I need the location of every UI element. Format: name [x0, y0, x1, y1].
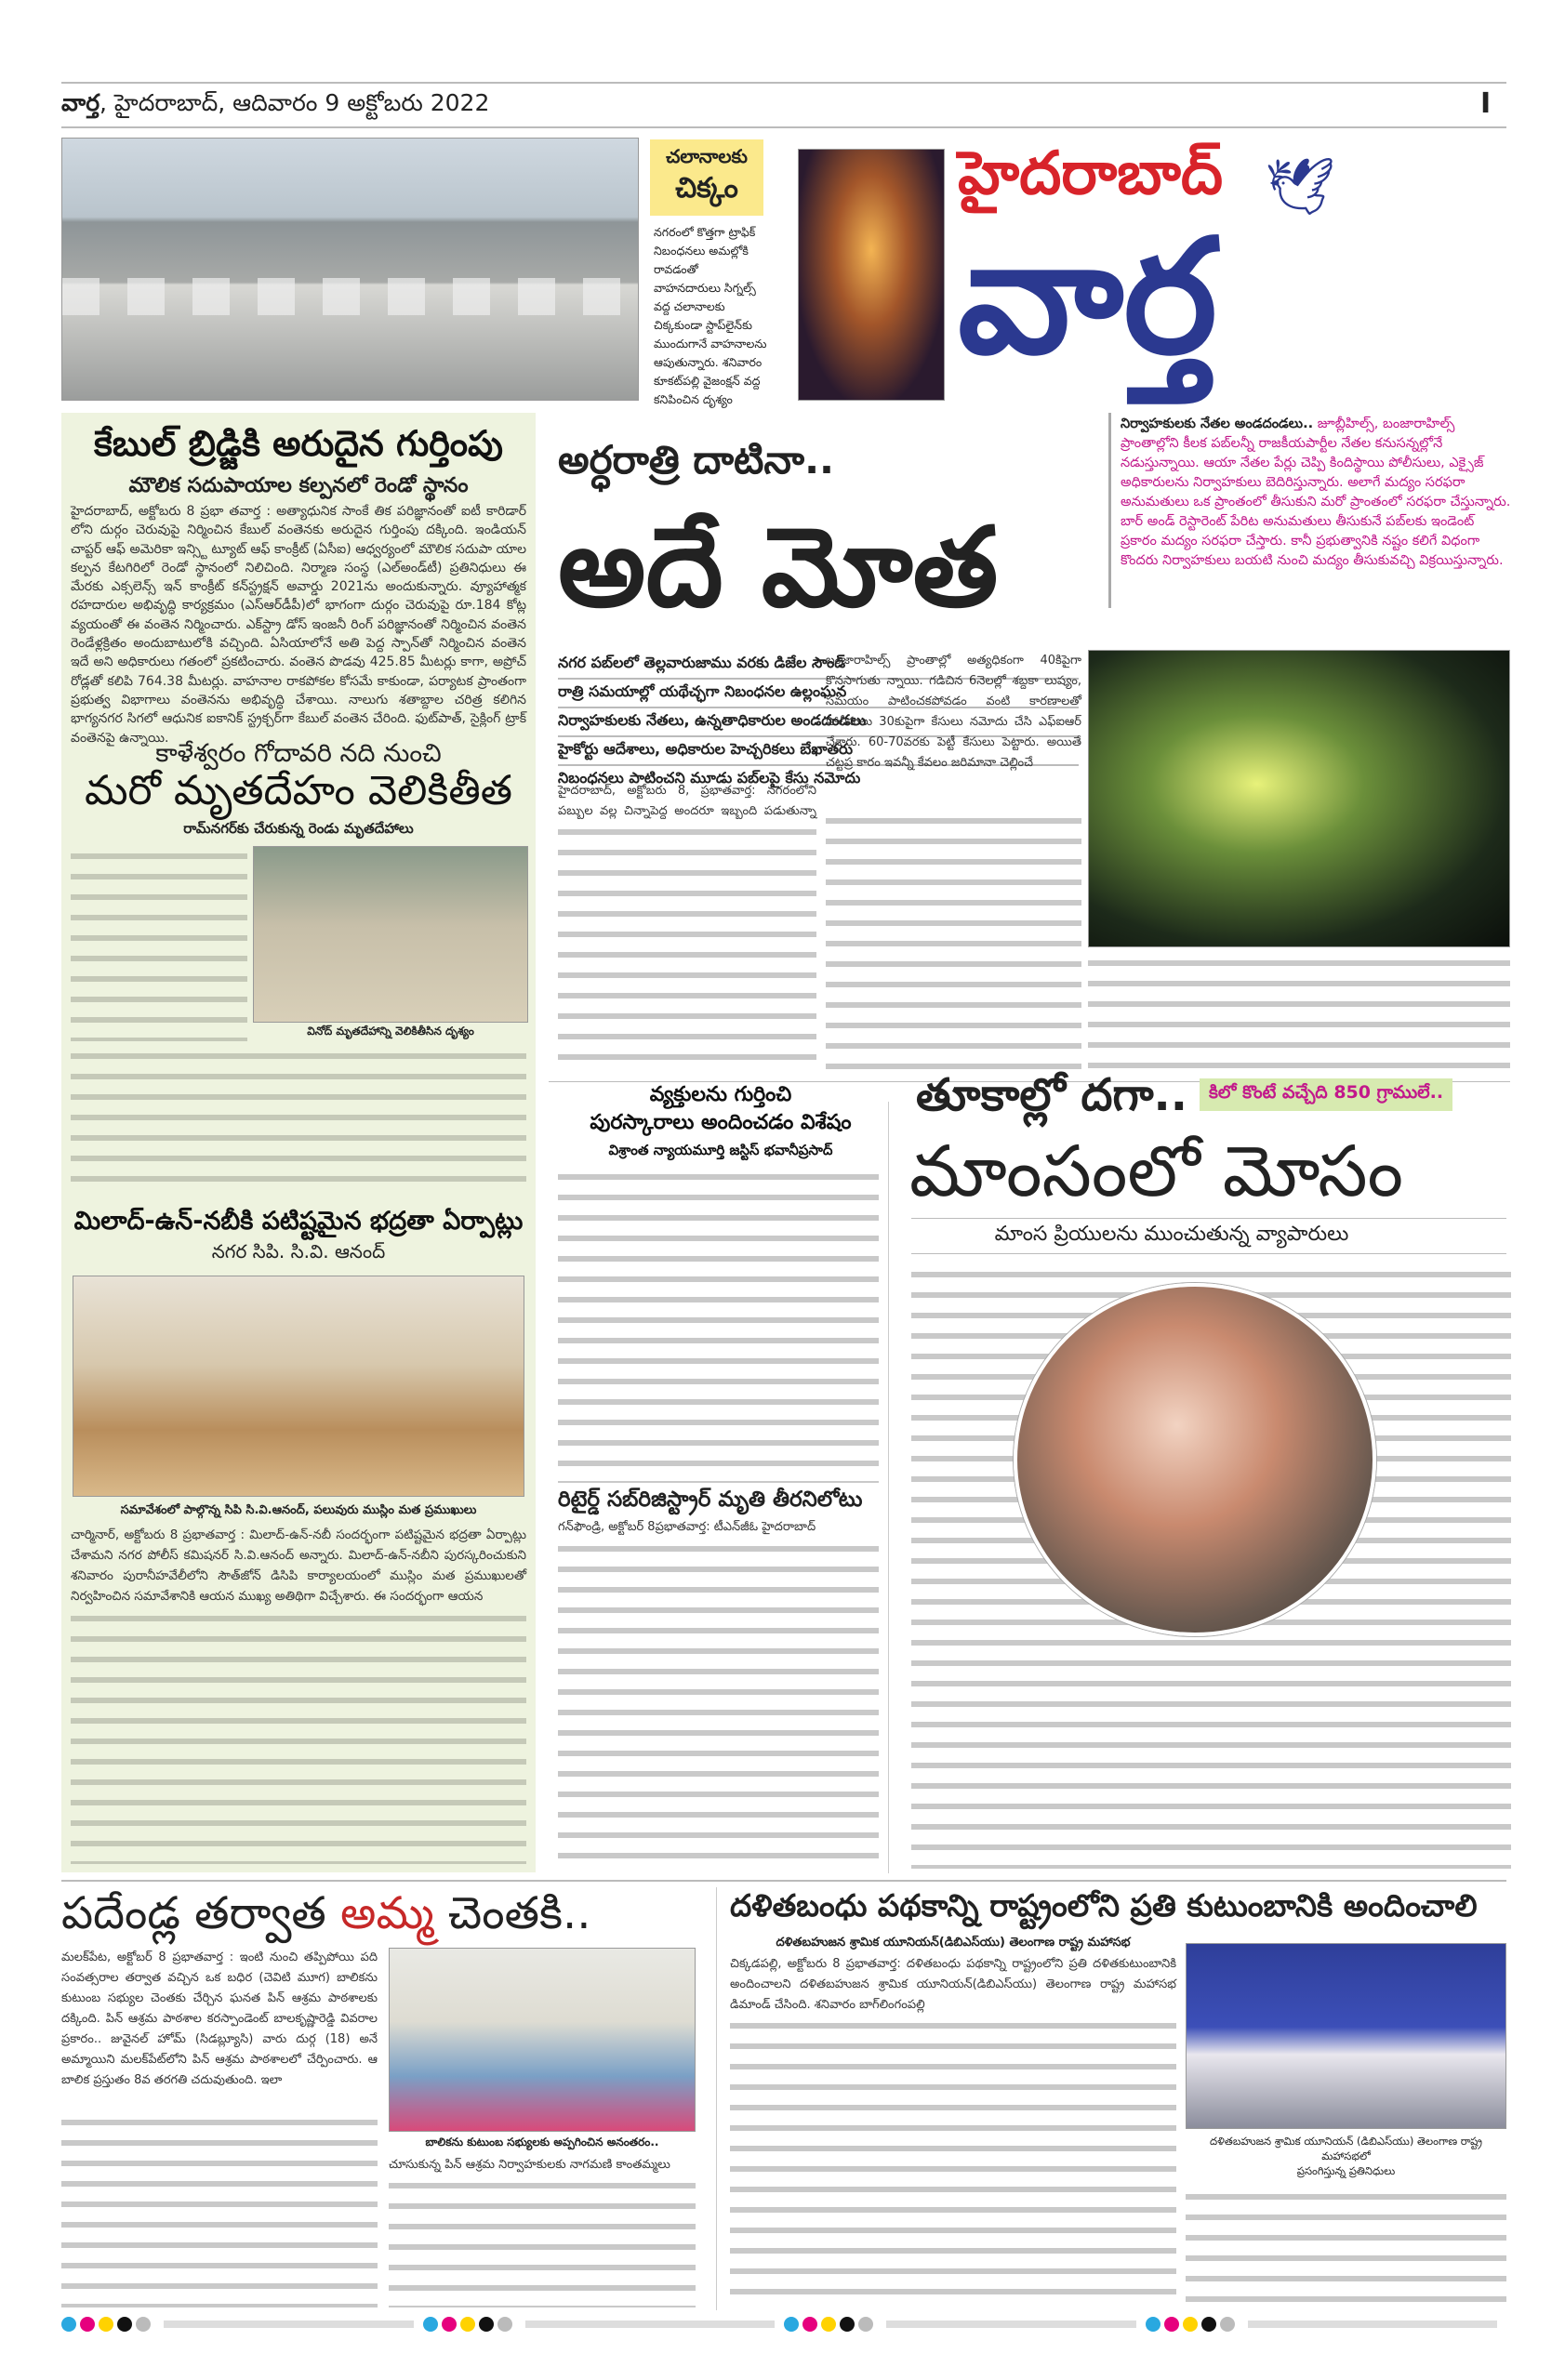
milad-headline: మిలాద్-ఉన్-నబీకి పటిష్టమైన భద్రతా ఏర్పాట్లు	[73, 1207, 524, 1236]
ashram-body-2: చూసుకున్న పిన్ ఆశ్రమ నిర్వాహకులకు నాగమణి కాంతమ్మలు	[389, 2158, 670, 2172]
pubs-sidebar-lead: నిర్వాహకులకు నేతల అండదండలు..	[1121, 416, 1314, 431]
dateline-paper: వార్త	[61, 89, 100, 116]
bottom-rule	[61, 1880, 1506, 1882]
color-dot	[117, 2317, 132, 2332]
pubs-bullet: నగర పబ్‌లలో తెల్లవారుజాము వరకు డిజేల సౌండ్	[558, 651, 1079, 680]
meat-shop-photo	[1014, 1283, 1376, 1636]
milad-body: చార్మినార్, అక్టోబరు 8 ప్రభాతవార్త : మిలాద్-ఉన్-నబీ సందర్భంగా పటిష్టమైన భద్రతా ఏర్పాట్లు చేశామని నగర పోలీస్ కమిషనర్ సి.వి.ఆనంద్ అన్నారు. మిలాద్-ఉన్-నబీని పురస్కరించుకుని శనివారం పురానీహవేలీలోని సౌత్‌జోన్ డిసిపి కార్యాలయంలో ముస్లిం మత ప్రముఖులతో నిర్వహించిన సమావేశానికి ఆయన ముఖ్య అతిథిగా విచ్చేశారు. ఈ సందర్భంగా ఆయన	[71, 1527, 526, 1604]
ashram-headline-b: అమ్మ	[340, 1887, 434, 1939]
dalit-caption	[1186, 2134, 1506, 2178]
awards-headline-1: వ్యక్తులను గుర్తించి	[649, 1083, 792, 1106]
kaleshwaram-headline: మరో మృతదేహం వెలికితీత	[84, 767, 512, 814]
gray-strip	[525, 2320, 776, 2328]
kaleshwaram-body	[71, 846, 247, 1041]
dalit-body-rest	[730, 2016, 1176, 2307]
masthead-name: వార్త	[958, 205, 1217, 390]
col-divider	[888, 1102, 889, 1873]
ashram-body-rest	[61, 2112, 378, 2307]
color-dot	[497, 2317, 512, 2332]
ashram-body-2-rest	[389, 2175, 696, 2307]
retired-headline: రిటైర్డ్ సబ్‌రిజిస్ట్రార్ మృతి తీరనిలోటు	[558, 1488, 863, 1512]
kaleshwaram-kicker: కాళేశ్వరం గోదావరి నది నుంచి	[155, 739, 442, 768]
gray-strip	[1248, 2320, 1498, 2328]
dateline	[61, 89, 489, 123]
charminar-photo	[798, 149, 945, 401]
color-dot	[442, 2317, 457, 2332]
ashram-headline-a: పదేండ్ల తర్వాత	[61, 1887, 326, 1939]
meat-tag: కిలో కొంటే వచ్చేది 850 గ్రాములే..	[1200, 1078, 1452, 1111]
color-dot	[80, 2317, 95, 2332]
color-dot	[821, 2317, 836, 2332]
color-registration-bar	[61, 2315, 1506, 2334]
meat-kicker: తూకాల్లో దగా..	[916, 1069, 1188, 1121]
bottom-col-divider	[716, 1887, 717, 2310]
gray-strip	[886, 2320, 1136, 2328]
milad-caption: సమావేశంలో పాల్గొన్న సిపి సి.వి.ఆనంద్, పలువురు ముస్లిం మత ప్రముఖులు	[120, 1503, 477, 1517]
cable-subhead: మౌలిక సదుపాయాల కల్పనలో రెండో స్థానం	[128, 474, 469, 497]
color-dot	[61, 2317, 76, 2332]
color-dot	[460, 2317, 475, 2332]
color-dot	[1164, 2317, 1179, 2332]
dalit-subhead: దళితబహుజన శ్రామిక యూనియన్(డిబిఎస్‌యు) తెలంగాణ రాష్ట్ర మహాసభ	[776, 1936, 1131, 1950]
pubs-bullet: నిర్వాహకులకు నేతలు, ఉన్నతాధికారుల అండదండలు	[558, 708, 1079, 737]
traffic-caption: నగరంలో కొత్తగా ట్రాఫిక్ నిబంధనలు అమల్లోకి రావడంతో వాహనదారులు సిగ్నల్స్ వద్ద చలానాలకు చిక్కకుండా స్టాప్‌లైన్‌కు ముందుగానే వాహనాలను ఆపుతున్నారు. శనివారం కూకట్‌పల్లి వైజంక్షన్ వద్ద కనిపించిన దృశ్యం	[654, 225, 767, 406]
pubs-bullet: హైకోర్టు ఆదేశాలు, అధికారుల హెచ్చరికలు బేఖాతరు	[558, 737, 1079, 766]
page-marker: I	[1480, 87, 1492, 120]
awards-headline-2: పురస్కారాలు అందించడం విశేషం	[590, 1111, 852, 1134]
pubs-headline: అదే మోత	[558, 503, 999, 631]
color-dot	[1220, 2317, 1235, 2332]
traffic-photo	[61, 138, 639, 401]
color-dot	[858, 2317, 873, 2332]
milad-photo	[73, 1276, 524, 1497]
pub-dj-photo	[1088, 650, 1510, 947]
dalit-body: చిక్కడపల్లి, అక్టోబరు 8 ప్రభాతవార్త: దళితబంధు పథకాన్ని రాష్ట్రంలోని ప్రతి దళితకుటుంబానికి అందించాలని దళితబహుజన శ్రామిక యూనియన్(డిబిఎస్‌యు) తెలంగాణ రాష్ట్ర మహాసభ డిమాండ్ చేసింది. శనివారం బాగ్‌లింగంపల్లి	[730, 1957, 1176, 2012]
dalit-body-2	[1186, 2187, 1506, 2307]
dalit-caption-1: దళితబహుజన శ్రామిక యూనియన్ (డిబిఎస్‌యు) తెలంగాణ రాష్ట్ర మహాసభలో	[1209, 2135, 1483, 2162]
awards-body	[558, 1167, 879, 1483]
traffic-title-1: చలానాలకు	[666, 145, 748, 167]
cable-body: హైదరాబాద్, అక్టోబరు 8 ప్రభా తవార్త : అత్యాధునిక సాంకే తిక పరిజ్ఞానంతో ఐటీ కారిడార్ లోని దుర్గం చెరువుపై నిర్మించిన కేబుల్ వంతెనకు అరుదైన గుర్తింపు దక్కింది. ఇండియన్ చాప్టర్ ఆఫ్ అమెరికా ఇన్స్టి ట్యూట్ ఆఫ్ కాంక్రీట్ (ఏసీఐ) ఆధ్వర్యంలో మౌలిక సదుపా యాల కల్పన కేటగిరిలో రెండో స్థానంలో నిలిచింది. నిర్మాణ సంస్థ (ఎల్అండ్‌టీ) ప్రతినిధులు ఈ మేరకు ఎక్సలెన్స్ ఇన్ కాంక్రీట్ కన్‌స్ట్రక్షన్ అవార్డు 2021ను అందుకున్నారు. వ్యూహాత్మక రహదారుల అభివృద్ధి కార్యక్రమం (ఎస్ఆర్‌డీపీ)లో భాగంగా దుర్గం చెరువుపై రూ.184 కోట్ల వ్యయంతో ఈ వంతెన నిర్మించారు. ఎక్‌స్ట్రా డోస్ ఇంజనీ రింగ్ పరిజ్ఞానంతో నిర్మించిన వంతెన రెండేళ్లక్రితం అందుబాటులోకి వచ్చింది. ఏసియాలోనే అతి పెద్ద స్పాన్‌తో నిర్మించిన వంతెన ఇదే అని అధికారులు గతంలో ప్రకటించారు. వంతెన పొడవు 425.85 మీటర్లు కాగా, అప్రోచ్ రోడ్లతో కలిపి 764.38 మీటర్లు. వాహనాల రాకపోకల కోసమే కాకుండా, పర్యాటక ప్రాంతంగా ప్రభుత్వ విభాగాలు వంతెనను అభివృద్ధి చేశాయి. నాలుగు శతాబ్దాల చరిత్ర కలిగిన భాగ్యనగర సిగలో ఆధునిక ఐకానిక్ స్ట్రక్చర్‌గా కేబుల్ వంతెన చేరింది. ఫుట్‌పాత్, సైక్లింగ్ ట్రాక్ వంతెనపై ఉన్నాయి.	[71, 504, 526, 746]
color-dot	[99, 2317, 113, 2332]
milad-subhead: నగర సిపి. సి.వి. ఆనంద్	[211, 1240, 386, 1263]
milad-body-2	[71, 1608, 526, 1864]
color-dot	[423, 2317, 438, 2332]
meat-subhead: మాంస ప్రియులను ముంచుతున్న వ్యాపారులు	[994, 1223, 1349, 1246]
masthead-city: హైదరాబాద్	[958, 139, 1224, 208]
awards-subhead: విశ్రాంత న్యాయమూర్తి జస్టిస్ భవానీప్రసాద్	[608, 1142, 833, 1158]
color-dot	[1183, 2317, 1198, 2332]
ashram-photo	[389, 1948, 696, 2132]
sidebar-bar	[1108, 413, 1111, 608]
ashram-headline-c: చెంతకి..	[447, 1887, 591, 1939]
kaleshwaram-subhead: రామ్‌నగర్‌కు చేరుకున్న రెండు మృతదేహాలు	[183, 820, 414, 837]
meat-headline: మాంసంలో మోసం	[909, 1130, 1404, 1212]
top-rule	[61, 82, 1506, 84]
kaleshwaram-photo	[253, 846, 528, 1023]
pubs-body-1: హైదరాబాద్, అక్టోబరు 8, ప్రభాతవార్త: నగరంలోని పబ్బుల వల్ల చిన్నాపెద్ద అందరూ ఇబ్బంది పడుతున్నా	[558, 784, 816, 818]
ashram-headline	[61, 1887, 591, 1950]
meat-rule	[911, 1218, 1506, 1219]
cable-headline: కేబుల్ బ్రిడ్జికి అరుదైన గుర్తింపు	[94, 423, 503, 464]
gray-strip	[164, 2320, 414, 2328]
dateline-rest: , హైదరాబాద్, ఆదివారం 9 అక్టోబరు 2022	[99, 89, 490, 116]
pubs-body-2-rest	[826, 811, 1081, 1073]
color-dot	[840, 2317, 855, 2332]
ashram-body: మలక్‌పేట, అక్టోబర్ 8 ప్రభాతవార్త : ఇంటి నుంచి తప్పిపోయి పది సంవత్సరాల తర్వాత వచ్చిన ఒక బధిర (చెవిటి మూగ) బాలికను కుటుంబ సభ్యుల చెంతకు చేర్చిన ఘనత పిన్ ఆశ్రమ పాఠశాలకు దక్కింది. పిన్ ఆశ్రమ పాఠశాల కరస్పాండెంట్ బాలకృష్ణారెడ్డి వివరాల ప్రకారం.. జువైనల్ హోమ్ (సిడబ్ల్యూసి) వారు దుర్గ (18) అనే అమ్మాయిని మలక్‌పేట్‌లోని పిన్ ఆశ్రమ పాఠశాలలో చేర్పించారు. ఆ బాలిక ప్రస్తుతం 8వ తరగతి చదువుతుంది. ఇలా	[61, 1950, 378, 2087]
meat-rule-2	[911, 1253, 1506, 1254]
pubs-body-1-rest	[558, 822, 816, 1073]
kaleshwaram-body-2	[71, 1046, 526, 1185]
color-dot	[479, 2317, 494, 2332]
pubs-bullet: నిబంధనలు పాటించని మూడు పబ్‌లపై కేసు నమోదు	[558, 769, 861, 787]
kaleshwaram-caption: వినోద్ మృతదేహాన్ని వెలికితీసిన దృశ్యం	[307, 1025, 474, 1038]
pubs-kicker: అర్ధరాత్రి దాటినా..	[558, 437, 834, 483]
dalit-caption-2: ప్రసంగిస్తున్న ప్రతినిధులు	[1296, 2164, 1396, 2177]
color-dot	[784, 2317, 799, 2332]
pubs-sidebar-text: జూబ్లీహిల్స్, బంజారాహిల్స్ ప్రాంతాల్లోని కీలక పబ్‌లన్నీ రాజకీయపార్టీల నేతల కనుసన్నల్లోనే నడుస్తున్నాయి. ఆయా నేతల పేర్లు చెప్పి కిందిస్థాయి పోలీసులు, ఎక్సైజ్ అధికారులను నిర్వాహకులు బెదిరిస్తున్నారు. అలాగే మద్యం సరఫరా అనుమతులు ఒక ప్రాంతంలో తీసుకుని మరో ప్రాంతంలో సరఫరా చేస్తున్నారు. బార్ అండ్ రెస్టారెంట్ పేరిట అనుమతులు తీసుకునే పబ్‌లకు ఇండెంట్ ప్రకారం మద్యం సరఫరా చేస్తారు. కానీ ప్రభుత్వానికి నష్టం కలిగే విధంగా కొందరు నిర్వాహకులు బయటి నుంచి మద్యం తీసుకువచ్చి విక్రయిస్తున్నారు.	[1121, 416, 1511, 568]
dalit-photo	[1186, 1943, 1506, 2129]
pubs-bullet: రాత్రి సమయాల్లో యథేచ్ఛగా నిబంధనల ఉల్లంఘన	[558, 680, 1079, 708]
traffic-title-box	[650, 139, 763, 216]
color-dot	[136, 2317, 151, 2332]
traffic-title-2: చిక్కం	[675, 172, 738, 205]
pubs-body-3	[1088, 953, 1510, 1072]
retired-body: గన్‌ఫౌండ్రి, అక్టోబర్ 8ప్రభాతవార్త: టీఎన్‌జీఓ హైదరాబాద్	[558, 1520, 816, 1534]
color-dot	[1201, 2317, 1216, 2332]
color-dot	[1146, 2317, 1160, 2332]
dove-icon: 🕊	[1265, 154, 1336, 219]
pubs-body-2: బంజారాహిల్స్ ప్రాంతాల్లో అత్యధికంగా 40కిపైగా కొనసాగుతు న్నాయి. గడిచిన 6నెలల్లో శబ్దకా లుష్యం, సమయం పాటించకపోవడం వంటి కారణాలతో పోలీసులు 30కుపైగా కేసులు నమోదు చేసి ఎఫ్ఐఆర్ చేశారు. 60-70వరకు పెట్టీ కేసులు పెట్టారు. అయితే చట్టప్ర కారం ఇవన్నీ కేవలం జరిమానా చెల్లించే	[826, 654, 1081, 770]
pubs-sidebar	[1121, 415, 1511, 612]
ashram-caption: బాలికను కుటుంబ సభ్యులకు అప్పగించిన అనంతరం..	[425, 2135, 659, 2149]
zebra-crossing	[62, 278, 640, 315]
header-rule	[61, 126, 1506, 128]
color-dot	[802, 2317, 817, 2332]
retired-body-rest	[558, 1539, 879, 1869]
dalit-headline: దళితబంధు పథకాన్ని రాష్ట్రంలోని ప్రతి కుటుంబానికి అందించాలి	[730, 1887, 1478, 1924]
